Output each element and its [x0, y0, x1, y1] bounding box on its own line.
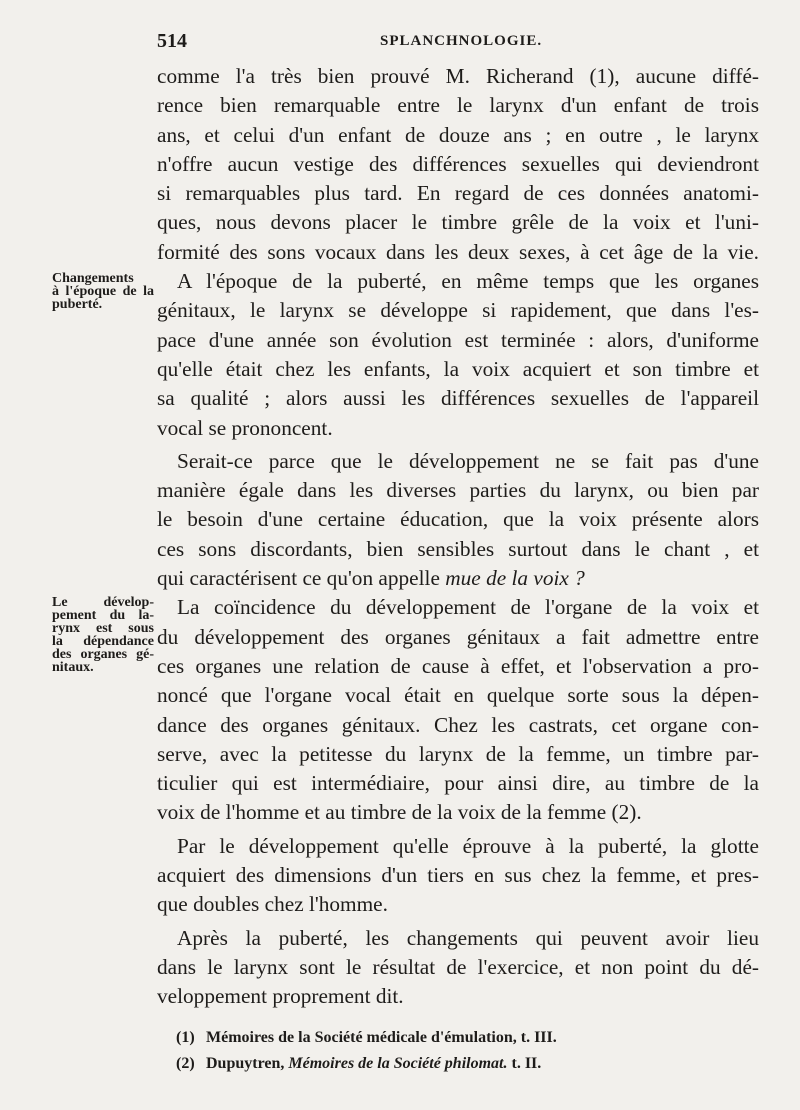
text-line: ticulier qui est intermédiaire, pour ainsi dire, au timbre de la	[157, 771, 759, 796]
footnote-text: t. II.	[511, 1055, 542, 1072]
paragraph-after-puberty	[157, 924, 759, 1012]
text-line: serve, avec la petitesse du larynx de la femme, un timbre par-	[157, 741, 759, 766]
text-line: pace d'une année son évolution est terminée : alors, d'uniforme	[157, 327, 759, 352]
margin-note-line: rynx est sous	[52, 621, 154, 636]
margin-note-line: à l'époque de la	[52, 284, 154, 299]
body-text	[157, 62, 759, 1012]
italic-term: mue de la voix ?	[445, 566, 585, 591]
text-line: génitaux, le larynx se développe si rapidement, que dans l'es-	[157, 298, 759, 323]
footnote-2	[176, 1051, 696, 1077]
text-line: dance des organes génitaux. Chez les castrats, cet organe con-	[157, 712, 759, 737]
running-head: SPLANCHNOLOGIE.	[380, 33, 543, 49]
margin-note-line: des organes gé-	[52, 647, 154, 662]
text-line: que doubles chez l'homme.	[157, 892, 388, 917]
footnote-marker: (2)	[176, 1055, 195, 1072]
margin-note-puberty-changes	[52, 272, 154, 311]
paragraph-puberty	[157, 267, 759, 443]
text-line	[157, 564, 759, 593]
text-fragment: qui caractérisent ce qu'on appelle	[157, 566, 440, 591]
text-line: A l'époque de la puberté, en même temps que les organes	[177, 269, 759, 294]
text-line: ces organes une relation de cause à effet, et l'observation a pro-	[157, 653, 759, 678]
text-line: vocal se prononcent.	[157, 415, 333, 440]
text-line: qu'elle était chez les enfants, la voix acquiert et son timbre et	[157, 356, 759, 381]
text-line: ques, nous devons placer le timbre grêle de la voix et l'uni-	[157, 210, 759, 235]
text-line: dans le larynx sont le résultat de l'exercice, et non point du dé-	[157, 954, 759, 979]
footnote-1	[176, 1025, 696, 1051]
text-line: si remarquables plus tard. En regard de ces données anatomi-	[157, 181, 759, 206]
text-line: Après la puberté, les changements qui peuvent avoir lieu	[177, 925, 759, 950]
text-line: ces sons discordants, bien sensibles surtout dans le chant , et	[157, 536, 759, 561]
text-line: rence bien remarquable entre le larynx d'un enfant de trois	[157, 93, 759, 118]
paragraph-voice-change	[157, 447, 759, 593]
text-line: acquiert des dimensions d'un tiers en sus chez la femme, et pres-	[157, 863, 759, 888]
text-line: formité des sons vocaux dans les deux sexes, à cet âge de la vie.	[157, 239, 759, 264]
text-line: le besoin d'une certaine éducation, que la voix présente alors	[157, 507, 759, 532]
text-line: sa qualité ; alors aussi les différences sexuelles de l'appareil	[157, 386, 759, 411]
text-line: du développement des organes génitaux a fait admettre entre	[157, 624, 759, 649]
text-line: n'offre aucun vestige des différences sexuelles qui deviendront	[157, 151, 759, 176]
text-line: manière égale dans les diverses parties du larynx, ou bien par	[157, 478, 759, 503]
text-line: ans, et celui d'un enfant de douze ans ; en outre , le larynx	[157, 122, 759, 147]
footnote-text: Mémoires de la Société médicale d'émulation, t. III.	[206, 1029, 557, 1046]
margin-note-line: nitaux.	[52, 660, 94, 675]
text-line: Par le développement qu'elle éprouve à la puberté, la glotte	[177, 833, 759, 858]
paragraph-coincidence	[157, 593, 759, 827]
margin-note-line: puberté.	[52, 297, 103, 312]
footnote-italic-title: Mémoires de la Société philomat.	[288, 1055, 508, 1072]
footnotes	[176, 1025, 696, 1077]
page-number: 514	[157, 30, 187, 52]
text-line: La coïncidence du développement de l'organe de la voix et	[177, 595, 759, 620]
margin-note-line: pement du la-	[52, 608, 154, 623]
margin-note-line: la dépendance	[52, 634, 154, 649]
paragraph-continuation	[157, 62, 759, 267]
margin-note-larynx-dependence	[52, 596, 154, 674]
text-line: noncé que l'organe vocal était en quelque sorte sous la dépen-	[157, 683, 759, 708]
footnote-text: Dupuytren,	[206, 1055, 285, 1072]
paragraph-glottis	[157, 832, 759, 920]
text-line: veloppement proprement dit.	[157, 984, 404, 1009]
margin-note-line: Changements	[52, 271, 134, 286]
text-line: Serait-ce parce que le développement ne se fait pas d'une	[177, 448, 759, 473]
text-line: voix de l'homme et au timbre de la voix de la femme (2).	[157, 800, 642, 825]
text-line: comme l'a très bien prouvé M. Richerand (1), aucune diffé-	[157, 64, 759, 88]
margin-note-line: Le dévelop-	[52, 595, 154, 610]
page-header	[157, 30, 757, 56]
footnote-marker: (1)	[176, 1029, 195, 1046]
